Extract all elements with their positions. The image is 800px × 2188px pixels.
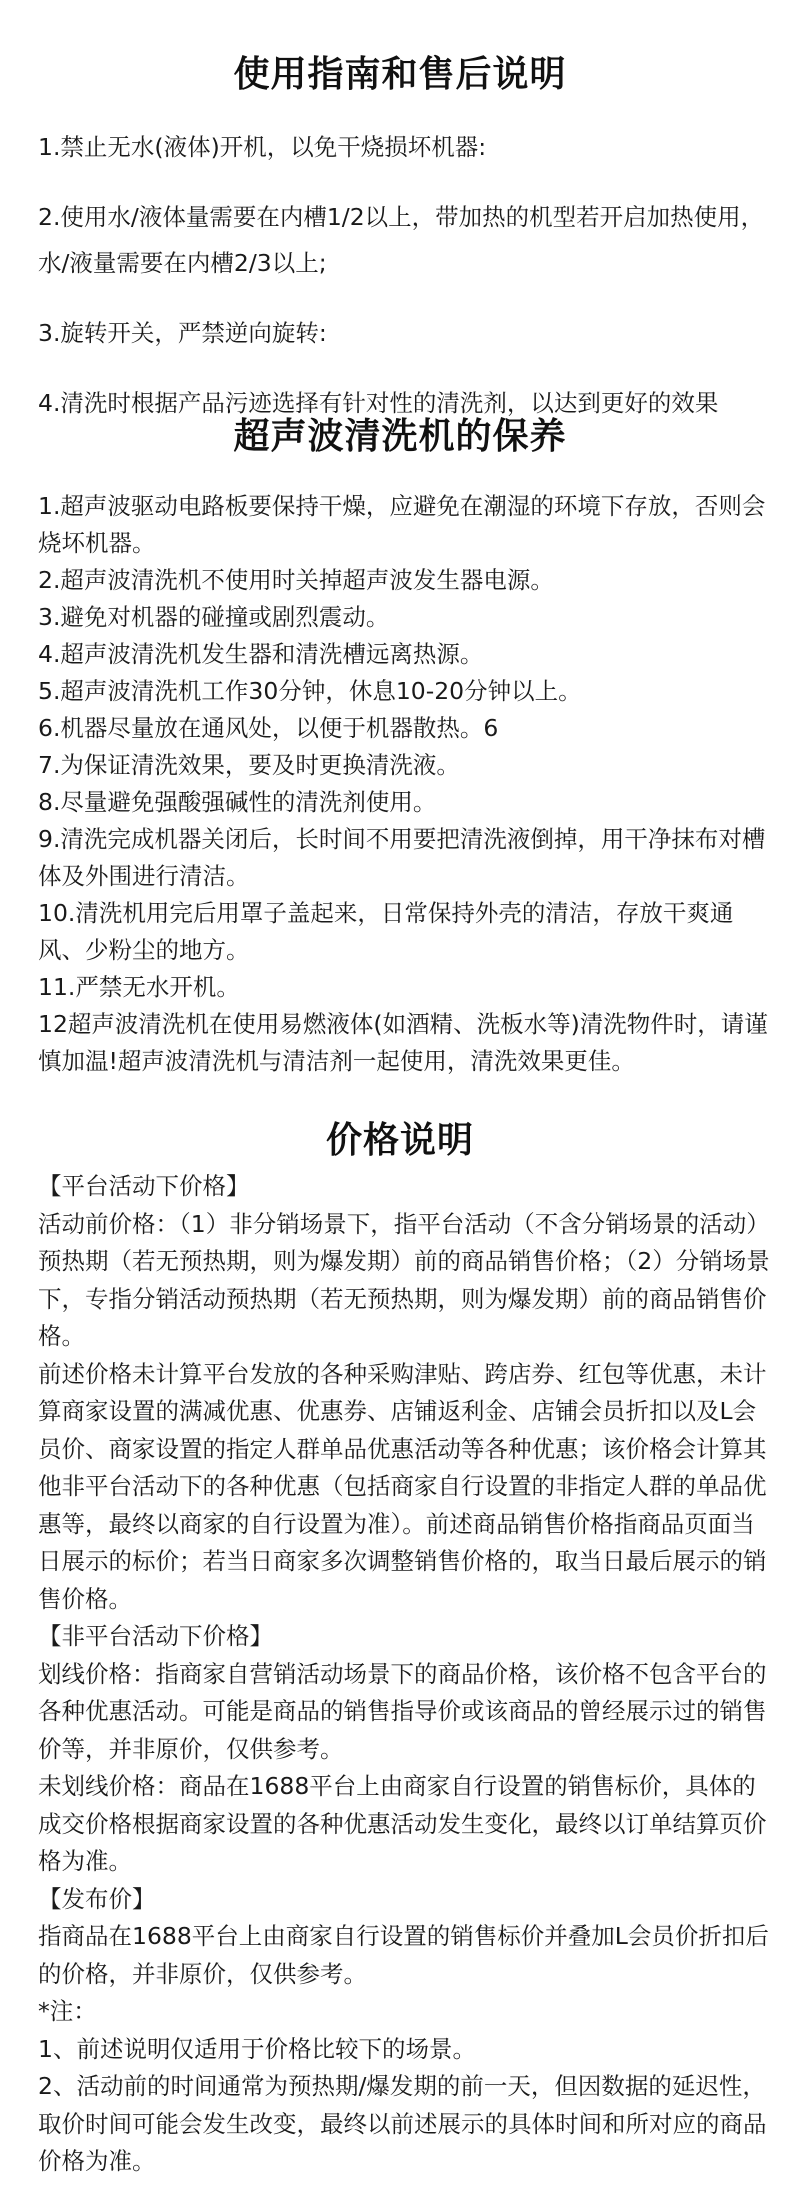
usage-guide-heading: 使用指南和售后说明 bbox=[233, 54, 567, 95]
pricing-subheading: 【非平台活动下价格】 bbox=[38, 1622, 273, 1650]
maintenance-item: 4.超声波清洗机发生器和清洗槽远离热源。 bbox=[38, 640, 484, 668]
pricing-note-label: *注： bbox=[38, 1997, 97, 2025]
maintenance-item: 1.超声波驱动电路板要保持干燥，应避免在潮湿的环境下存放，否则会烧坏机器。 bbox=[38, 492, 766, 557]
maintenance-item: 2.超声波清洗机不使用时关掉超声波发生器电源。 bbox=[38, 566, 554, 594]
maintenance-list bbox=[38, 488, 773, 1080]
pricing-paragraph: 未划线价格：商品在1688平台上由商家自行设置的销售标价，具体的成交价格根据商家设置的各种优惠活动发生变化，最终以订单结算页价格为准。 bbox=[38, 1772, 767, 1875]
usage-item: 2.使用水/液体量需要在内槽1/2以上，带加热的机型若开启加热使用，水/液量需要在内槽2/3以上; bbox=[38, 203, 765, 277]
pricing-note-item: 2、活动前的时间通常为预热期/爆发期的前一天，但因数据的延迟性，取价时间可能会发生改变，最终以前述展示的具体时间和所对应的商品价格为准。 bbox=[38, 2072, 767, 2175]
pricing-paragraph: 活动前价格：（1）非分销场景下，指平台活动（不含分销场景的活动）预热期（若无预热期，则为爆发期）前的商品销售价格；（2）分销场景下，专指分销活动预热期（若无预热期，则为爆发期）前的商品销售价格。 bbox=[38, 1209, 770, 1350]
pricing-paragraph: 指商品在1688平台上由商家自行设置的销售标价并叠加L会员价折扣后的价格，并非原价，仅供参考。 bbox=[38, 1922, 769, 1988]
maintenance-item: 11.严禁无水开机。 bbox=[38, 973, 240, 1001]
maintenance-heading: 超声波清洗机的保养 bbox=[233, 416, 567, 457]
pricing-subheading: 【平台活动下价格】 bbox=[38, 1172, 250, 1200]
maintenance-item: 12超声波清洗机在使用易燃液体(如酒精、洗板水等)清洗物件时，请谨慎加温!超声波清洗机与清洁剂一起使用，清洗效果更佳。 bbox=[38, 1010, 768, 1075]
maintenance-item: 10.清洗机用完后用罩子盖起来，日常保持外壳的清洁，存放干爽通风、少粉尘的地方。 bbox=[38, 899, 734, 964]
usage-item: 1.禁止无水(液体)开机，以免干烧损坏机器: bbox=[38, 133, 487, 161]
pricing-paragraph: 划线价格：指商家自营销活动场景下的商品价格，该价格不包含平台的各种优惠活动。可能是商品的销售指导价或该商品的曾经展示过的销售价等，并非原价，仅供参考。 bbox=[38, 1659, 767, 1763]
usage-guide-list bbox=[38, 124, 773, 426]
maintenance-item: 5.超声波清洗机工作30分钟，休息10-20分钟以上。 bbox=[38, 677, 582, 705]
pricing-heading: 价格说明 bbox=[325, 1120, 474, 1161]
maintenance-item: 3.避免对机器的碰撞或剧烈震动。 bbox=[38, 603, 390, 631]
maintenance-item: 7.为保证清洗效果，要及时更换清洗液。 bbox=[38, 751, 460, 779]
maintenance-item: 9.清洗完成机器关闭后，长时间不用要把清洗液倒掉，用干净抹布对槽体及外围进行清洁。 bbox=[38, 825, 766, 890]
pricing-note-item: 1、前述说明仅适用于价格比较下的场景。 bbox=[38, 2034, 476, 2063]
pricing-paragraph: 前述价格未计算平台发放的各种采购津贴、跨店券、红包等优惠，未计算商家设置的满减优惠、优惠券、店铺返利金、店铺会员折扣以及L会员价、商家设置的指定人群单品优惠活动等各种优惠；该价格会计算其他非平台活动下的各种优惠（包括商家自行设置的非指定人群的单品优惠等，最终以商家的自行设置为准）。前述商品销售价格指商品页面当日展示的标价；若当日商家多次调整销售价格的，取当日最后展示的销售价格。 bbox=[38, 1359, 767, 1613]
maintenance-item: 8.尽量避免强酸强碱性的清洗剂使用。 bbox=[38, 788, 437, 816]
usage-item: 3.旋转开关，严禁逆向旋转: bbox=[38, 319, 327, 347]
maintenance-item: 6.机器尽量放在通风处，以便于机器散热。6 bbox=[38, 714, 499, 742]
pricing-subheading: 【发布价】 bbox=[38, 1884, 156, 1913]
usage-item: 4.清洗时根据产品污迹选择有针对性的清洗剂，以达到更好的效果 bbox=[38, 389, 719, 417]
pricing-text bbox=[38, 1168, 773, 2181]
